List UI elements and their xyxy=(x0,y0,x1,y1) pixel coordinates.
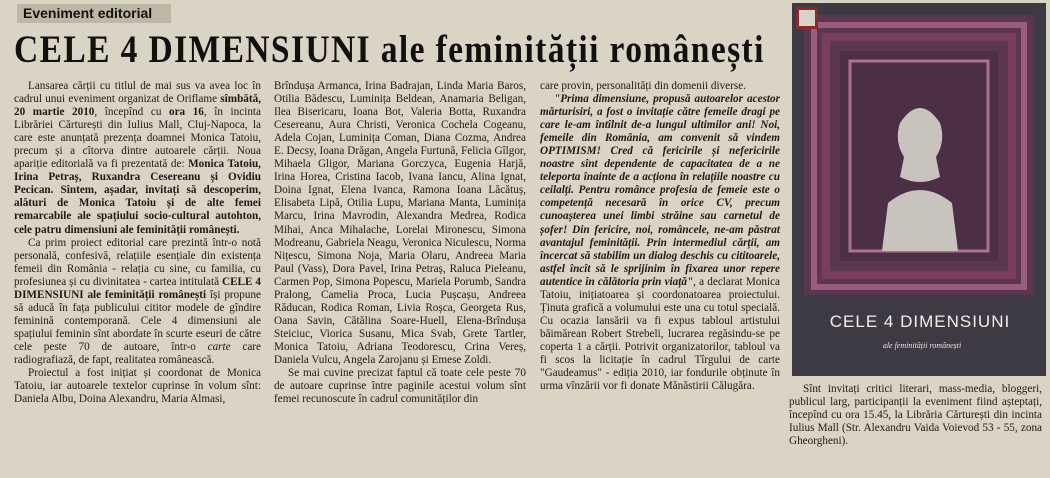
paragraph: Ca prim proiect editorial care prezintă într-o notă personală, confesivă, relațiile esențiale din existența femeii din România - relația cu sine, cu familia, cu profesiunea și cu divinitatea - cartea intitulată CELE 4 DIMENSIUNI ale feminității românești își propune să aducă în fața publicului cititor modele de gîndire feminină contemporană. Cele 4 dimensiuni ale spațiului feminin sînt abordate în scurte eseuri de către cele peste 70 de autoare, într-o carte care radiografiază, de fapt, realitatea românească. xyxy=(14,236,261,366)
headline: CELE 4 DIMENSIUNI ale feminității românești xyxy=(14,28,765,71)
article-column-1 xyxy=(14,80,261,476)
paragraph: Se mai cuvine precizat faptul că toate cele peste 70 de autoare cuprinse între paginile acestui volum sînt femei recunoscute în cadrul comunităților din xyxy=(274,367,526,406)
quote-paragraph: "Prima dimensiune, propusă autoarelor acestor mărturisiri, a fost o invitație către femeile dragi pe care le-am întîlnit de-a lungul ultimilor ani! Noi, femeile din România, am convenit să vindem OPTIMISM! Cred că fericirile și nefericirile noastre sînt dependente de capacitatea de a ne teleporta înainte de a acționa în relațiile noastre cu ceilalți. Pentru românce profesia de femeie este o competență necesară în orice CV, precum cunoașterea unei limbi străine sau carnetul de șofer! Din fericire, noi, româncele, ne-am păstrat avantajul feminității. Prin intermediul cărții, am încercat să stabilim un dialog deschis cu cititoarele, astfel încît să le sprijinim în fixarea unor repere autentice în călătoria prin viață", a declarat Monica Tatoiu, inițiatoarea și coordonatoarea proiectului. Ținuta grafică a volumului este una cu totul specială. Cu ocazia lansării va fi expus tabloul artistului băimărean Robert Strebeli, lucrarea regăsindu-se pe coperta 1 a cărții. Potrivit organizatorilor, tabloul va fi scos la licitație în cadrul Tîrgului de carte "Gaudeamus" - ediția 2010, iar fondurile obținute în urma vînzării vor fi donate Mănăstirii Călugăra. xyxy=(540,93,780,393)
cover-subtitle: ale feminității românești xyxy=(882,341,962,350)
section-label: Eveniment editorial xyxy=(17,4,171,23)
paragraph: Lansarea cărții cu titlul de mai sus va avea loc în cadrul unui eveniment organizat de Oriflame sîmbătă, 20 martie 2010, începînd cu ora 16, în incinta Librăriei Cărturești din Iulius Mall, Cluj-Napoca, la care este anunțată prezența doamnei Monica Tatoiu, precum și a cîtorva dintre autoarele cărții. Noua apariție editorială va fi prezentată de: Monica Tatoiu, Irina Petraș, Ruxandra Cesereanu și Ovidiu Pecican. Sîntem, așadar, invitați să descoperim, alături de Monica Tatoiu și de alte femei remarcabile ale spațiului socio-cultural autohton, cele patru dimensiuni ale feminității românești. xyxy=(14,80,261,236)
paragraph: Sînt invitați critici literari, mass-media, bloggeri, publicul larg, participanții la eveniment fiind așteptați, începînd cu ora 15.45, la Librăria Cărturești din incinta Iulius Mall (Str. Alexandru Vaida Voievod 53 - 55, zona Gheorgheni). xyxy=(789,383,1042,448)
article-column-2 xyxy=(274,80,526,476)
authors-list: Brîndușa Armanca, Irina Badrajan, Linda Maria Baros, Otilia Bădescu, Luminița Beldean, Anamaria Beligan, Ilea Bisericaru, Ioana Bot, Valeria Botta, Ruxandra Cesereanu, Aura Christi, Veronica Cochela Cogeanu, Adela Cojan, Luminița Coman, Diana Cozma, Andrea E. Decsy, Ioana Drăgan, Angela Furtună, Felicia Gîlgor, Mihaela Gligor, Mariana Gorczyca, Eugenia Harjă, Irina Horea, Cristina Iacob, Ivana Iancu, Alina Ignat, Doina Ignat, Elena Ivanca, Ramona Ioana Lăcătuș, Elisabeta Lipă, Otilia Lupu, Mariana Manta, Luminița Marcu, Irina Mavrodin, Alexandra Medrea, Rodica Mihai, Anca Mihalache, Lorelai Mironescu, Simona Modreanu, Gabriela Neagu, Veronica Niculescu, Norma Nițescu, Simona Noja, Maria Olaru, Andreea Maria Paul (Vass), Dora Pavel, Irina Petraș, Raluca Pieleanu, Carmen Pop, Simona Popescu, Mariela Porumb, Sandra Pralong, Camelia Proca, Lucia Pușcașu, Andreea Răducan, Rodica Roman, Livia Roșca, Georgeta Rus, Oana Savin, Cătălina Soare-Huell, Elena-Brîndușa Steiciuc, Viorica Susanu, Mica Svab, Grete Tartler, Monica Tatoiu, Adriana Teodorescu, Crina Vereș, Daniela Vulcu, Angela Zarojanu și Emese Zoldi. xyxy=(274,80,526,366)
paragraph: care provin, personalități din domenii diverse. xyxy=(540,80,746,92)
book-cover-image xyxy=(792,3,1046,376)
article-column-4 xyxy=(789,383,1042,477)
paragraph: Proiectul a fost inițiat și coordonat de Monica Tatoiu, iar autoarele textelor cuprinse în volum sînt: Daniela Albu, Doina Alexandru, Maria Almasi, xyxy=(14,367,261,406)
article-column-3 xyxy=(540,80,780,476)
cover-title: CELE 4 DIMENSIUNI xyxy=(829,312,1011,331)
